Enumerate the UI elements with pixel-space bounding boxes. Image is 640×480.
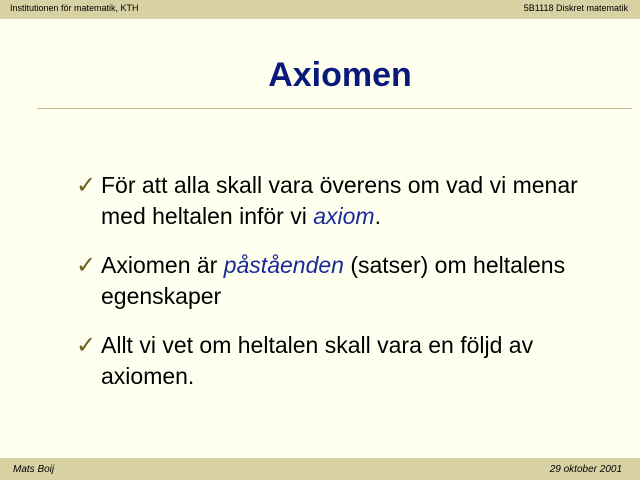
bullet-2-text-start: Axiomen är [101, 252, 224, 278]
header-institution: Institutionen för matematik, KTH [10, 3, 139, 13]
title-divider [37, 108, 632, 109]
bullet-item-2 [76, 250, 616, 312]
header-bar [0, 0, 640, 19]
header-course: 5B1118 Diskret matematik [523, 3, 628, 13]
check-mark-icon: ✓ [76, 251, 97, 279]
bullet-item-1 [76, 170, 616, 232]
bullet-2-emphasis: påståenden [223, 252, 344, 278]
footer-author: Mats Boij [13, 464, 55, 475]
bullet-list [76, 170, 616, 410]
footer-date: 29 oktober 2001 [549, 464, 622, 475]
check-mark-icon: ✓ [76, 331, 97, 359]
slide-title: Axiomen [268, 56, 412, 94]
bullet-1-text-start: För att alla skall vara överens om vad vi menar med heltalen inför vi [101, 172, 578, 229]
bullet-1-emphasis: axiom [313, 203, 375, 229]
bullet-item-3 [76, 330, 616, 392]
footer-bar [0, 458, 640, 480]
bullet-2-text-end: (satser) om heltalens egenskaper [101, 252, 566, 309]
check-mark-icon: ✓ [76, 171, 97, 199]
bullet-1-text-end: . [374, 203, 381, 229]
bullet-3-text: Allt vi vet om heltalen skall vara en följd av axiomen. [101, 332, 534, 389]
